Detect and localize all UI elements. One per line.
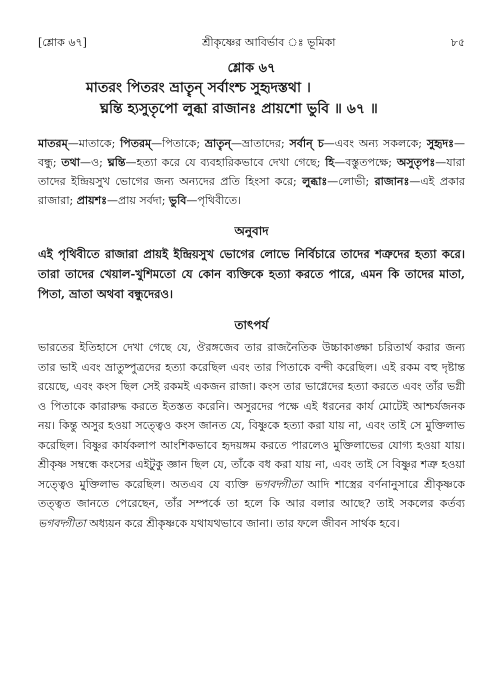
synonym-word: প্রায়শঃ <box>76 194 107 207</box>
purport-part-2: আদি শাস্ত্রের বর্ণনানুসারে শ্রীকৃষ্ণকে তত্ত্বত জানতে পেরেছেন, তাঁর সম্পর্কে তা হলে কি আর বলার আছে? তাই সকলের কর্তব্য <box>38 477 465 510</box>
synonym-meaning: —পিতাকে; <box>151 137 205 150</box>
synonym-word: ঘ্নন্তি <box>107 156 126 169</box>
synonym-word: ভ্রাতৄন্‌ <box>204 137 231 150</box>
purport-italic-1: ভগবদ্গীতা <box>254 477 302 491</box>
synonym-word: অসুতৃপঃ <box>396 156 436 169</box>
verse-number: শ্লোক ৬৭ <box>227 61 276 76</box>
purport-part-3: অধ্যয়ন করে শ্রীকৃষ্ণকে যথাযথভাবে জানা। তার ফলে জীবন সার্থক হবে। <box>85 516 400 530</box>
verse-block <box>38 60 465 120</box>
synonym-meaning: —হত্যা করে যে ব্যবহারিকভাবে দেখা গেছে; <box>125 156 326 169</box>
running-head-left: [শ্লোক ৬৭] <box>38 35 87 49</box>
translation-text: এই পৃথিবীতে রাজারা প্রায়ই ইন্দ্রিয়সুখ ভোগের লোভে নির্বিচারে তাদের শত্রুদের হত্যা করে। তারা তাদের খেয়াল-খুশিমতো যে কোন ব্যক্তিকে হত্যা করতে পারে, এমন কি তাদের মাতা, পিতা, ভ্রাতা অথবা বন্ধুদেরও। <box>38 247 465 301</box>
synonym-word: সুহৃদঃ <box>426 137 454 150</box>
running-head <box>38 0 465 50</box>
synonym-meaning: —পৃথিবীতে। <box>186 194 242 207</box>
synonym-meaning: —মাতাকে; <box>67 137 121 150</box>
verse-line-2: ঘ্নন্তি হ্যসুতৃপো লুব্ধা রাজানঃ প্রায়শো ভুবি ॥ ৬৭ ॥ <box>100 101 378 117</box>
purport-italic-2: ভগবদ্গীতা <box>38 516 86 530</box>
synonym-word: সর্বান্‌ চ <box>289 137 324 150</box>
synonym-word: পিতরম্‌ <box>120 137 152 150</box>
synonym-meaning: —এই প্রকার রাজারা; <box>38 175 465 207</box>
verse-line-1: মাতরং পিতরং ভ্রাতৄন্‌ সর্বাংশ্চ সুহৃদস্তথা । <box>86 80 311 96</box>
translation-title: অনুবাদ <box>234 224 269 238</box>
synonym-meaning: —ও; <box>79 156 108 169</box>
synonym-word: হি <box>325 156 335 169</box>
running-head-title: শ্রীকৃষ্ণের আবির্ভাব ঃ ভূমিকা <box>202 35 336 49</box>
synonym-word: লুব্ধাঃ <box>302 175 328 188</box>
synonym-meaning: —এবং অন্য সকলকে; <box>323 137 427 150</box>
purport-part-1: ভারতের ইতিহাসে দেখা গেছে যে, ঔরঙ্গজেব তার রাজনৈতিক উচ্চাকাঙ্ক্ষা চরিতার্থ করার জন্য তার ভাই এবং ভ্রাতুষ্পুত্রদের হত্যা করেছিল এবং তার পিতাকে বন্দী করেছিল। এই রকম বহু দৃষ্টান্ত রয়েছে, এবং কংস ছিল সেই রকমই একজন রাজা। কংস তার ভাগ্নেদের হত্যা করতে এবং তাঁর ভগ্নী ও পিতাকে কারারুদ্ধ করতে ইতস্তত করেনি। অসুরদের পক্ষে এই ধরনের কার্য মোটেই আশ্চর্যজনক নয়। কিন্তু অসুর হওয়া সত্ত্বেও কংস জানত যে, বিষ্ণুকে হত্যা করা যায় না, এবং তাই সে মুক্তিলাভ করেছিল। বিষ্ণুর কার্যকলাপ আংশিকভাবে হৃদয়ঙ্গম করতে পারলেও মুক্তিলাভের যোগ্য হওয়া যায়। শ্রীকৃষ্ণ সম্বন্ধে কংসের এইটুকু জ্ঞান ছিল যে, তাঁকে বধ করা যায় না, এবং তাই সে বিষ্ণুর শত্রু হওয়া সত্ত্বেও মুক্তিলাভ করেছিল। অতএব যে ব্যক্তি <box>38 341 465 491</box>
synonyms-paragraph <box>38 134 465 210</box>
synonym-word: মাতরম্‌ <box>38 137 68 150</box>
synonym-meaning: —বস্তুতপক্ষে; <box>334 156 397 169</box>
synonym-meaning: —লোভী; <box>327 175 375 188</box>
purport-text <box>38 338 465 533</box>
synonym-meaning: —যারা তাদের ইন্দ্রিয়সুখ ভোগের জন্য অন্যদের প্রতি হিংসা করে; <box>38 156 465 188</box>
synonym-meaning: —প্রায় সর্বদা; <box>106 194 169 207</box>
synonym-word: ভুবি <box>168 194 187 207</box>
synonym-word: তথা <box>61 156 80 169</box>
synonym-meaning: —বন্ধু; <box>38 137 465 169</box>
page-number: ৮৫ <box>450 35 465 49</box>
synonym-word: রাজানঃ <box>374 175 410 188</box>
purport-title: তাৎপর্য <box>234 318 269 332</box>
synonym-meaning: —ভ্রাতাদের; <box>231 137 290 150</box>
